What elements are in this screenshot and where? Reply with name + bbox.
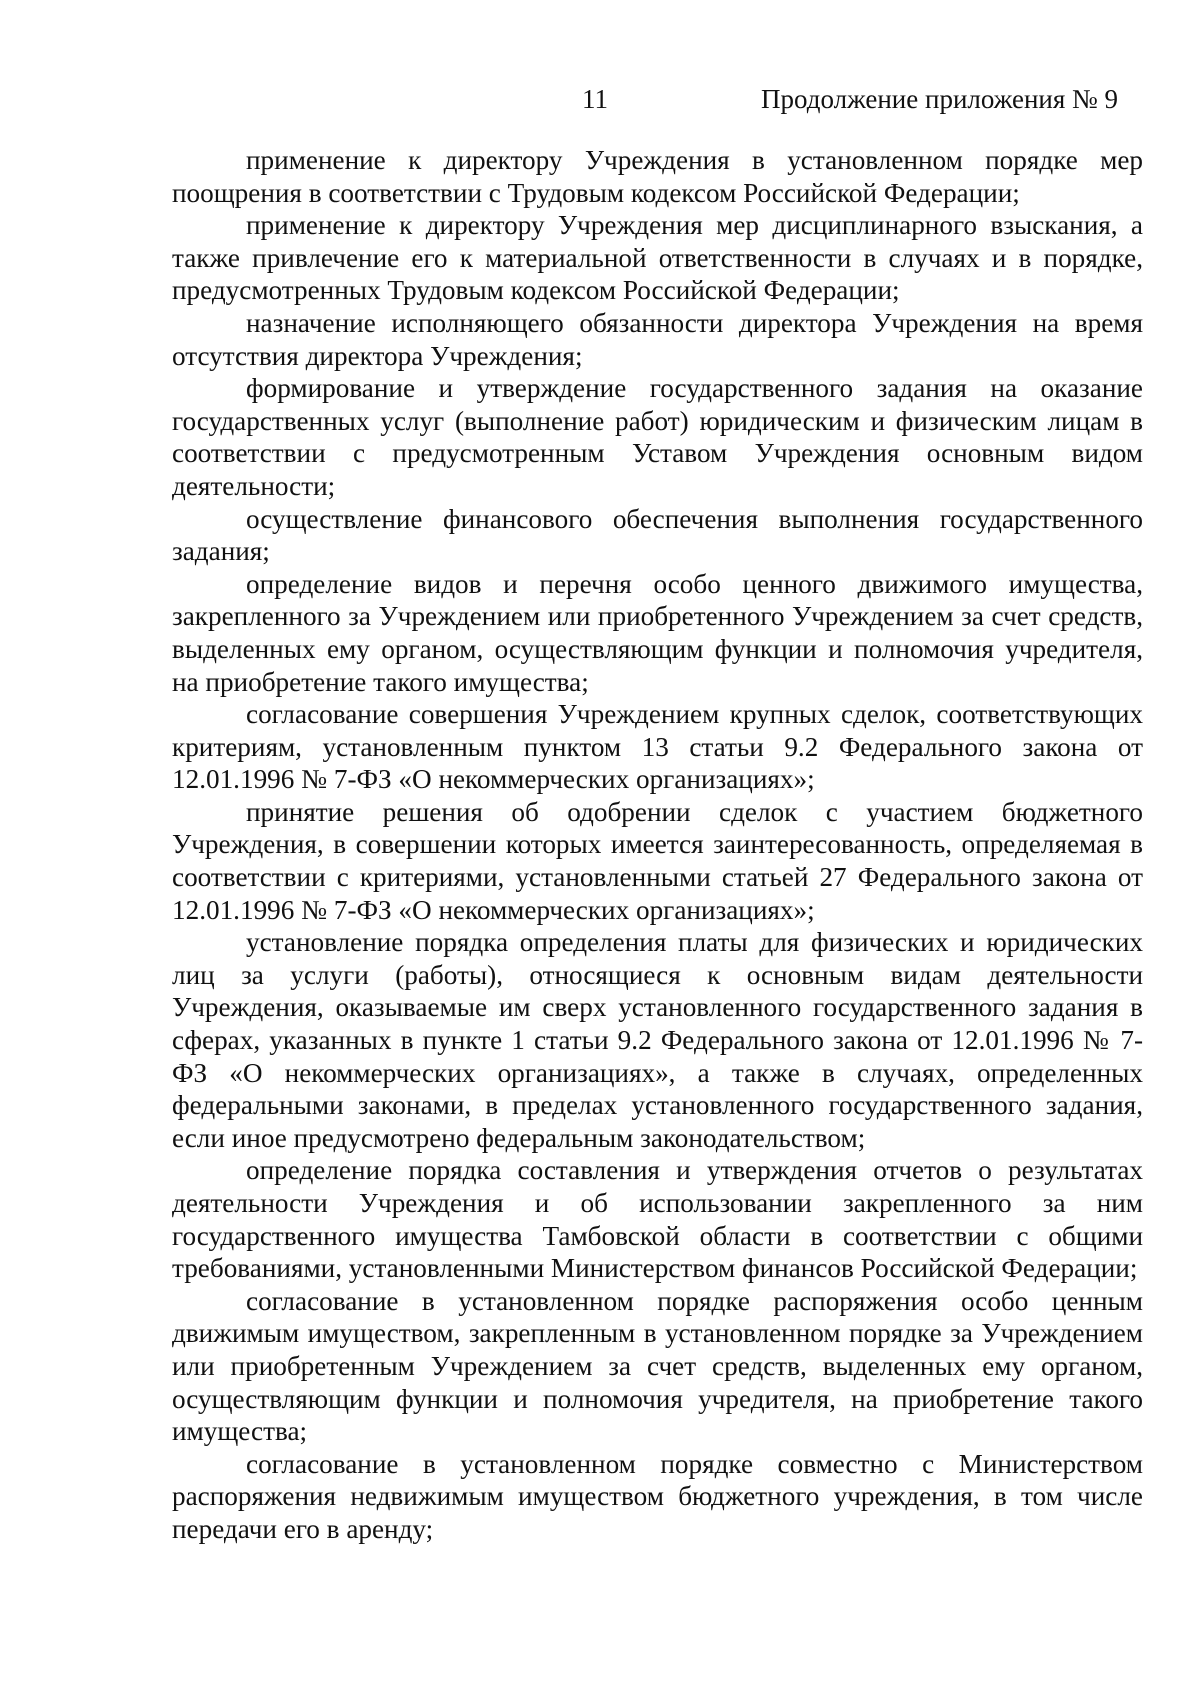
paragraph: применение к директору Учреждения в установленном порядке мер поощрения в соответствии с Трудовым кодексом Российской Федерации;	[172, 145, 1143, 208]
paragraph: определение порядка составления и утверждения отчетов о результатах деятельности Учреждения и об использовании закрепленного за ним государственного имущества Тамбовской области в соответствии с общими требованиями, установленными Министерством финансов Российской Федерации;	[172, 1155, 1143, 1284]
paragraph: установление порядка определения платы для физических и юридических лиц за услуги (работы), относящиеся к основным видам деятельности Учреждения, оказываемые им сверх установленного государственного задания в сферах, указанных в пункте 1 статьи 9.2 Федерального закона от 12.01.1996 № 7-ФЗ «О некоммерческих организациях», а также в случаях, определенных федеральными законами, в пределах установленного государственного задания, если иное предусмотрено федеральным законодательством;	[172, 927, 1143, 1153]
paragraph: согласование совершения Учреждением крупных сделок, соответствующих критериям, установленным пунктом 13 статьи 9.2 Федерального закона от 12.01.1996 № 7-ФЗ «О некоммерческих организациях»;	[172, 699, 1143, 795]
paragraph: определение видов и перечня особо ценного движимого имущества, закрепленного за Учреждением или приобретенного Учреждением за счет средств, выделенных ему органом, осуществляющим функции и полномочия учредителя, на приобретение такого имущества;	[172, 568, 1143, 697]
paragraph: согласование в установленном порядке распоряжения особо ценным движимым имуществом, закрепленным в установленном порядке за Учреждением или приобретенным Учреждением за счет средств, выделенных ему органом, осуществляющим функции и полномочия учредителя, на приобретение такого имущества;	[172, 1285, 1143, 1447]
page-header	[0, 84, 1200, 118]
paragraph: применение к директору Учреждения мер дисциплинарного взыскания, а также привлечение его к материальной ответственности в случаях и в порядке, предусмотренных Трудовым кодексом Российской Федерации;	[172, 210, 1143, 306]
paragraph: осуществление финансового обеспечения выполнения государственного задания;	[172, 503, 1143, 567]
appendix-continuation-note: Продолжение приложения № 9	[761, 84, 1119, 114]
paragraph: формирование и утверждение государственного задания на оказание государственных услуг (выполнение работ) юридическим и физическим лицам в соответствии с предусмотренным Уставом Учреждения основным видом деятельности;	[172, 373, 1143, 501]
paragraph: согласование в установленном порядке совместно с Министерством распоряжения недвижимым имуществом бюджетного учреждения, в том числе передачи его в аренду;	[172, 1448, 1143, 1544]
paragraph: назначение исполняющего обязанности директора Учреждения на время отсутствия директора Учреждения;	[172, 307, 1143, 371]
paragraph: принятие решения об одобрении сделок с участием бюджетного Учреждения, в совершении которых имеется заинтересованность, определяемая в соответствии с критериями, установленными статьей 27 Федерального закона от 12.01.1996 № 7-ФЗ «О некоммерческих организациях»;	[172, 796, 1143, 925]
document-body	[172, 144, 1143, 1546]
page-number: 11	[582, 84, 608, 114]
